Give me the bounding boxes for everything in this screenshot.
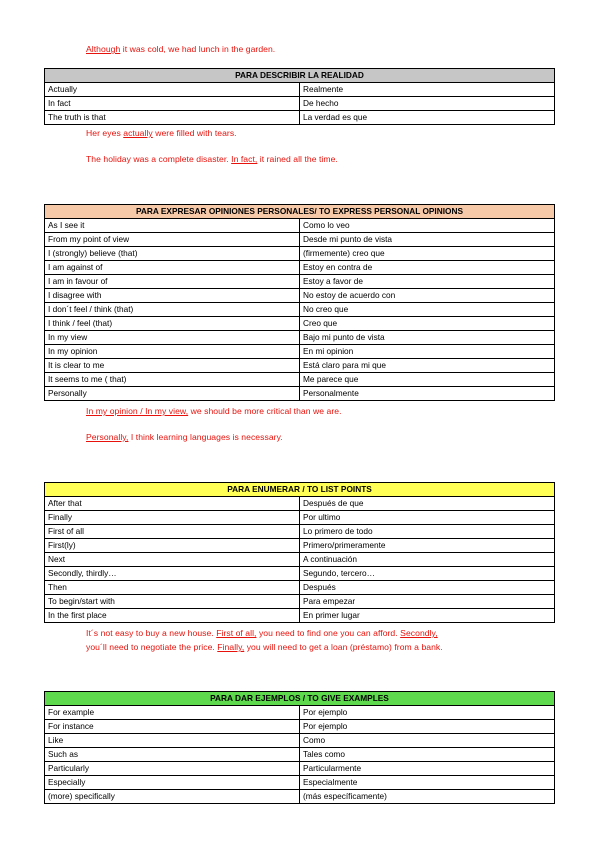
table-header: PARA EXPRESAR OPINIONES PERSONALES/ TO EXPRESS PERSONAL OPINIONS	[45, 205, 555, 219]
table-row: The truth is that La verdad es que	[45, 111, 555, 125]
table-row: I am against of Estoy en contra de	[45, 261, 555, 275]
table-opiniones	[44, 204, 555, 401]
table-row: Personally Personalmente	[45, 387, 555, 401]
table-row: First(ly) Primero/primeramente	[45, 539, 555, 553]
table-row: Secondly, thirdly… Segundo, tercero…	[45, 567, 555, 581]
example-underlined: Although	[86, 44, 121, 54]
example-underlined: In fact,	[231, 154, 258, 164]
table-header: PARA DESCRIBIR LA REALIDAD	[45, 69, 555, 83]
table-row: Then Después	[45, 581, 555, 595]
table-row: For instance Por ejemplo	[45, 720, 555, 734]
example-underlined: Finally,	[217, 642, 245, 652]
table-row: (more) specifically (más específicamente)	[45, 790, 555, 804]
table-row: It seems to me ( that) Me parece que	[45, 373, 555, 387]
table-row: Particularly Particularmente	[45, 762, 555, 776]
table-row: I don´t feel / think (that) No creo que	[45, 303, 555, 317]
example-underlined: actually	[123, 128, 153, 138]
table-ejemplos	[44, 691, 555, 804]
table-row: In my view Bajo mi punto de vista	[45, 331, 555, 345]
table-header: PARA ENUMERAR / TO LIST POINTS	[45, 483, 555, 497]
table-row: It is clear to me Está claro para mi que	[45, 359, 555, 373]
table-row: In the first place En primer lugar	[45, 609, 555, 623]
example-sentence-in-fact: The holiday was a complete disaster. In fact, it rained all the time.	[86, 154, 338, 164]
table-row: First of all Lo primero de todo	[45, 525, 555, 539]
table-row: Like Como	[45, 734, 555, 748]
example-underlined: First of all,	[216, 628, 257, 638]
table-describir-realidad	[44, 68, 555, 125]
example-sentence-personally: Personally, I think learning languages is necessary.	[86, 432, 283, 442]
example-sentence-although: Although it was cold, we had lunch in the garden.	[86, 44, 276, 54]
example-underlined: Secondly,	[400, 628, 438, 638]
table-row: From my point of view Desde mi punto de vista	[45, 233, 555, 247]
table-row: Especially Especialmente	[45, 776, 555, 790]
example-underlined: In my opinion / In my view,	[86, 406, 189, 416]
table-row: I am in favour of Estoy a favor de	[45, 275, 555, 289]
table-enumerar	[44, 482, 555, 623]
table-row: Finally Por ultimo	[45, 511, 555, 525]
table-row: As I see it Como lo veo	[45, 219, 555, 233]
table-row: Such as Tales como	[45, 748, 555, 762]
table-row: In fact De hecho	[45, 97, 555, 111]
table-row: In my opinion En mi opinion	[45, 345, 555, 359]
table-row: I think / feel (that) Creo que	[45, 317, 555, 331]
example-sentence-actually: Her eyes actually were filled with tears.	[86, 128, 237, 138]
table-row: To begin/start with Para empezar	[45, 595, 555, 609]
table-row: For example Por ejemplo	[45, 706, 555, 720]
table-row: Next A continuación	[45, 553, 555, 567]
table-row: I disagree with No estoy de acuerdo con	[45, 289, 555, 303]
example-sentence-list-line2: you´ll need to negotiate the price. Finally, you will need to get a loan (préstamo) from a bank.	[86, 642, 443, 652]
table-row: After that Después de que	[45, 497, 555, 511]
table-row: I (strongly) believe (that) (firmemente) creo que	[45, 247, 555, 261]
table-header: PARA DAR EJEMPLOS / TO GIVE EXAMPLES	[45, 692, 555, 706]
example-sentence-list-line1: It´s not easy to buy a new house. First of all, you need to find one you can afford. Secondly,	[86, 628, 438, 638]
example-sentence-opinion: In my opinion / In my view, we should be more critical than we are.	[86, 406, 342, 416]
table-row: Actually Realmente	[45, 83, 555, 97]
example-underlined: Personally,	[86, 432, 129, 442]
